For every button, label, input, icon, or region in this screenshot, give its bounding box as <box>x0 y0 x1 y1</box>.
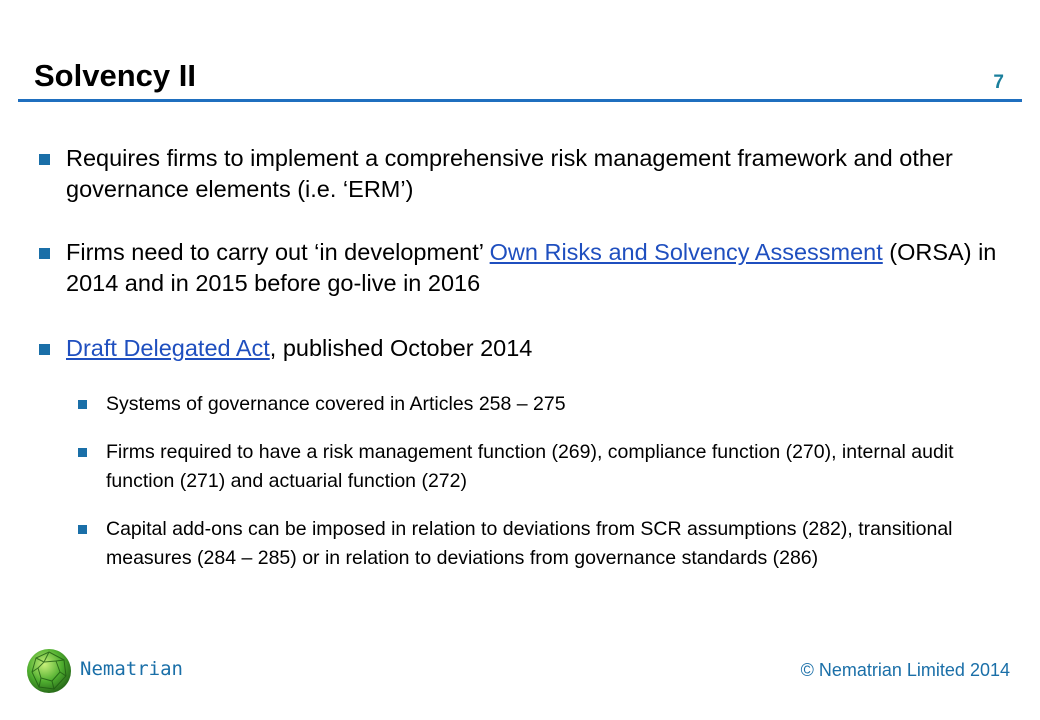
bullet-square-icon <box>78 448 87 457</box>
sub-bullet-item <box>106 515 986 573</box>
brand-name: Nematrian <box>80 658 183 680</box>
copyright-text: © Nematrian Limited 2014 <box>800 660 1010 680</box>
orsa-link[interactable]: Own Risks and Solvency Assessment <box>489 239 883 265</box>
bullet-square-icon <box>78 525 87 534</box>
sub-bullet-item <box>106 390 986 419</box>
sub-bullet-item <box>106 438 986 496</box>
sub-bullet-text: Capital add-ons can be imposed in relation to deviations from SCR assumptions (282), transitional measures (284 – 285) or in relation to deviations from governance standards (286) <box>106 518 953 569</box>
bullet-text: Requires firms to implement a comprehensive risk management framework and other governance elements (i.e. ‘ERM’) <box>66 145 953 202</box>
page-title: Solvency II <box>34 58 196 93</box>
page-number: 7 <box>993 72 1004 93</box>
bullet-square-icon <box>39 344 50 355</box>
draft-delegated-act-link[interactable]: Draft Delegated Act <box>66 335 270 361</box>
bullet-text: Firms need to carry out ‘in development’ <box>66 239 490 265</box>
bullet-item <box>66 237 1016 299</box>
sub-bullet-text: Firms required to have a risk management function (269), compliance function (270), internal audit function (271) and actuarial function (272) <box>106 441 954 492</box>
bullet-square-icon <box>39 248 50 259</box>
green-polyhedron-logo-icon <box>24 646 74 696</box>
bullet-item <box>66 333 1016 364</box>
title-divider <box>18 99 1022 102</box>
bullet-square-icon <box>78 400 87 409</box>
bullet-item <box>66 143 1016 205</box>
bullet-square-icon <box>39 154 50 165</box>
sub-bullet-text: Systems of governance covered in Articles 258 – 275 <box>106 393 566 415</box>
bullet-text: (ORSA) in 2014 and in 2015 before go-live in 2016 <box>66 239 997 296</box>
bullet-text: , published October 2014 <box>269 335 533 361</box>
